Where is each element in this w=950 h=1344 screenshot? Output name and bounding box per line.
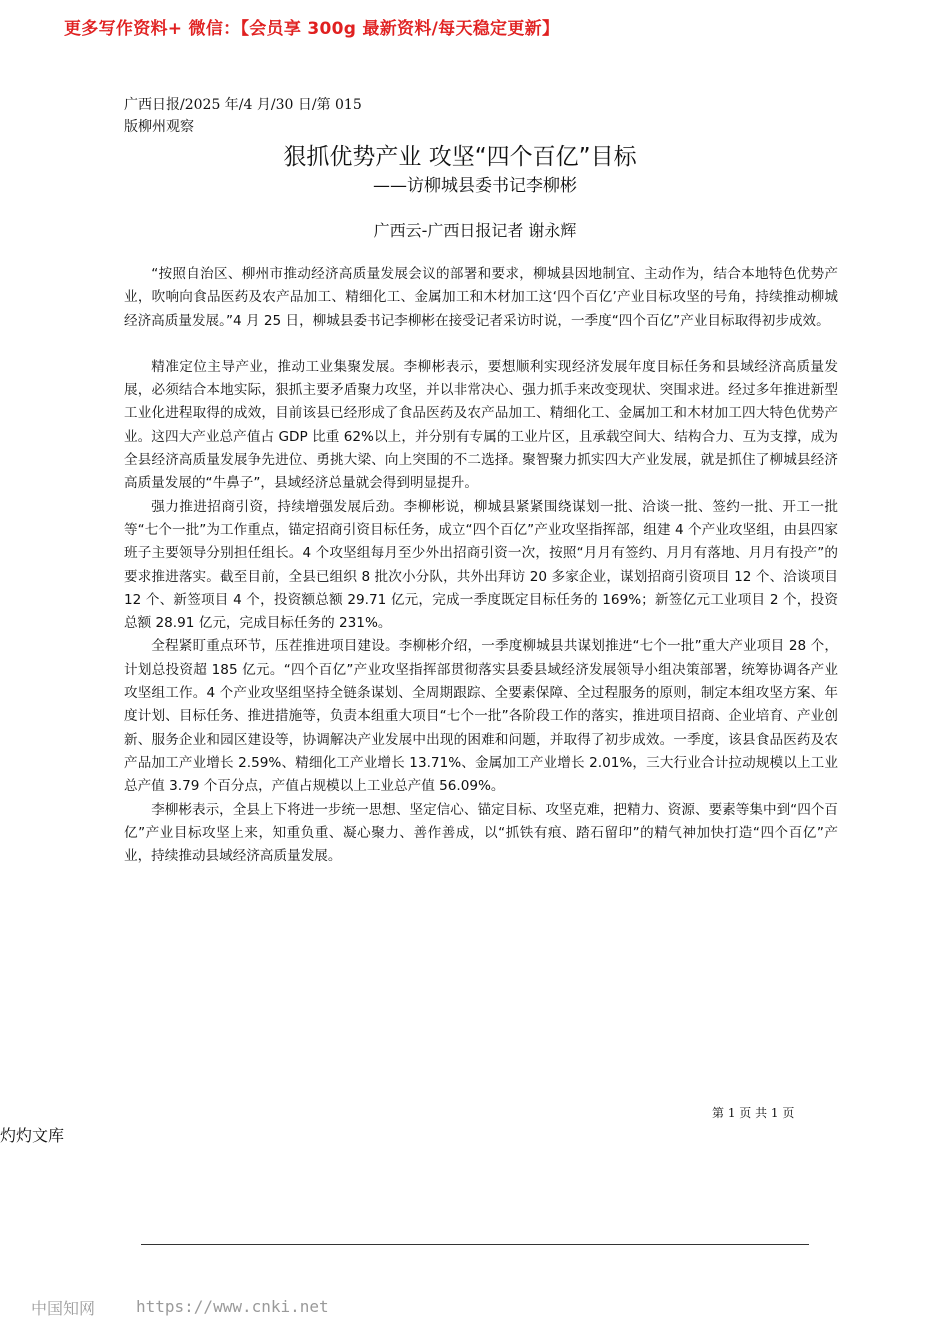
cnki-watermark: 中国知网 <box>31 1299 96 1318</box>
source-line-2: 版柳州观察 <box>124 119 194 135</box>
article-paragraph: 精准定位主导产业，推动工业集聚发展。李柳彬表示，要想顺利实现经济发展年度目标任务和县域经济高质量发展，必须结合本地实际，狠抓主要矛盾聚力攻坚，并以非常决心、强力抓手来改变现状、突围求进。经过多年推进新型工业化进程取得的成效，目前该县已经形成了食品医药及农产品加工、精细化工、金属加工和木材加工四大特色优势产业。这四大产业总产值占 GDP 比重 62%以上，并分别有专属的工业片区，且承载空间大、结构合力、互为支撑，成为全县经济高质量发展争先进位、勇挑大梁、向上突围的不二选择。聚智聚力抓实四大产业发展，就是抓住了柳城县经济高质量发展的“牛鼻子”，县域经济总量就会得到明显提升。 <box>124 358 838 492</box>
source-line <box>124 94 362 138</box>
page-indicator: 第 1 页 共 1 页 <box>712 1106 795 1120</box>
article-subtitle: ——访柳城县委书记李柳彬 <box>373 176 577 196</box>
cnki-url-link[interactable]: https://www.cnki.net <box>136 1297 329 1316</box>
promo-banner[interactable]: 更多写作资料+ 微信：【会员享 300g 最新资料/每天稳定更新】 <box>64 19 560 39</box>
footer-divider <box>141 1244 809 1245</box>
article-body <box>124 263 838 868</box>
article-paragraph: “按照自治区、柳州市推动经济高质量发展会议的部署和要求，柳城县因地制宜、主动作为，结合本地特色优势产业，吹响向食品医药及农产品加工、精细化工、金属加工和木材加工这‘四个百亿’产业目标攻坚的号角，持续推动柳城经济高质量发展。”4 月 25 日，柳城县委书记李柳彬在接受记者采访时说，一季度“四个百亿”产业目标取得初步成效。 <box>124 266 838 329</box>
brand-label: 灼灼文库 <box>0 1126 65 1145</box>
article-title: 狠抓优势产业 攻坚“四个百亿”目标 <box>283 144 637 170</box>
source-line-1: 广西日报/2025 年/4 月/30 日/第 015 <box>124 97 362 113</box>
article-paragraph: 李柳彬表示，全县上下将进一步统一思想、坚定信心、锚定目标、攻坚克难，把精力、资源、要素等集中到“四个百亿”产业目标攻坚上来，知重负重、凝心聚力、善作善成，以“抓铁有痕、踏石留印”的精气神加快打造“四个百亿”产业，持续推动县域经济高质量发展。 <box>124 801 838 865</box>
article-paragraph: 强力推进招商引资，持续增强发展后劲。李柳彬说，柳城县紧紧围绕谋划一批、洽谈一批、签约一批、开工一批等“七个一批”为工作重点，锚定招商引资目标任务，成立“四个百亿”产业攻坚指挥部，组建 4 个产业攻坚组，由县四家班子主要领导分别担任组长。4 个攻坚组每月至少外出招商引资一次，按照“月月有签约、月月有落地、月月有投产”的要求推进落实。截至目前，全县已组织 8 批次小分队，共外出拜访 20 多家企业，谋划招商引资项目 12 个、洽谈项目 12 个、新签项目 4 个，投资额总额 29.71 亿元，完成一季度既定目标任务的 169%；新签亿元工业项目 2 个，投资总额 28.91 亿元，完成目标任务的 231%。 <box>124 498 838 632</box>
article-byline: 广西云-广西日报记者 谢永辉 <box>373 221 577 240</box>
article-paragraph: 全程紧盯重点环节，压茬推进项目建设。李柳彬介绍，一季度柳城县共谋划推进“七个一批”重大产业项目 28 个，计划总投资超 185 亿元。“四个百亿”产业攻坚指挥部贯彻落实县委县域经济发展领导小组决策部署，统筹协调各产业攻坚组工作。4 个产业攻坚组坚持全链条谋划、全周期跟踪、全要素保障、全过程服务的原则，制定本组攻坚方案、年度计划、目标任务、推进措施等，负责本组重大项目“七个一批”各阶段工作的落实，推进项目招商、企业培育、产业创新、服务企业和园区建设等，协调解决产业发展中出现的困难和问题，并取得了初步成效。一季度，该县食品医药及农产品加工产业增长 2.59%、精细化工产业增长 13.71%、金属加工产业增长 2.01%，三大行业合计拉动规模以上工业总产值 3.79 个百分点，产值占规模以上工业总产值 56.09%。 <box>124 638 838 795</box>
